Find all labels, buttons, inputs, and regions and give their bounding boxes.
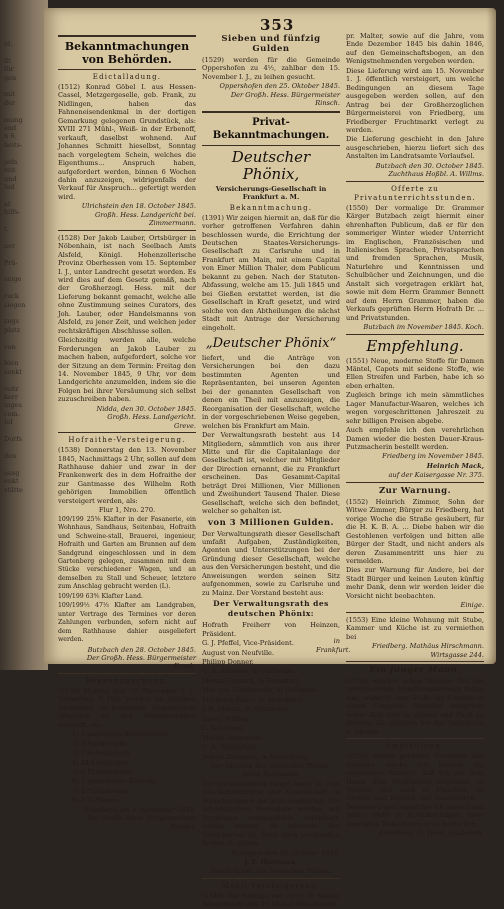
notice-1551: (1551) Neue, moderne Stoffe für Damen Mäntel, Capots mit seidene Stoffe, wie Ellen Streifen und Farben, habe ich so eben erhalten. bbox=[346, 356, 484, 390]
phoenix-subheading: Versicherungs-Gesellschaft in Frankfurt a. M. bbox=[215, 184, 327, 202]
section-heading-private: Privat-Bekanntmachungen. bbox=[212, 116, 330, 141]
divider bbox=[58, 35, 196, 37]
divider bbox=[346, 482, 484, 483]
empfehlung-heading: Empfehlung. bbox=[366, 336, 464, 355]
board-member: August von Neufville. bbox=[202, 648, 275, 657]
phoenix-text: Der Verwaltungsrath dieser Gesellschaft umfaßt Aufgaben, Zuständigkeiten, Agenten und Unterstützungen bei der Gründung dieser Gesellschaft, welche aus den Versicherungen besteht, und die Anweisungen werden seinen Sitz aufgenommen, sowie zu Carlsruhe und zu Mainz. Der Vorstand besteht aus: bbox=[202, 529, 340, 597]
board-member: Martin Schwarzer. bbox=[202, 733, 265, 742]
column-left bbox=[58, 32, 196, 831]
divider bbox=[346, 738, 484, 739]
warning-heading: Zur Warnung. bbox=[378, 485, 452, 496]
board-members bbox=[202, 621, 351, 761]
board-member: Joseph Zimmern, in Heidelberg. bbox=[202, 752, 310, 761]
notice-signature: Büdingen den 16. October 1845. bbox=[230, 848, 340, 857]
board-member: Friedrich Bauer, in Mannheim. bbox=[202, 695, 306, 704]
notice-signature: Butzbach im November 1845. Koch. bbox=[363, 323, 484, 332]
edict-heading: Edictalladung. bbox=[92, 73, 162, 81]
book-binding bbox=[0, 0, 48, 670]
notice-1552-cont: Dies zur Warnung für Andere, bei der Stadt Bürger und keinen Leuten künftig mehr Dank, denn wir werden leider die Vorsicht nicht beobachten. bbox=[346, 566, 484, 600]
phoenix-heading-quoted: „Deutscher Phönix“ bbox=[205, 335, 337, 351]
section-heading-authorities: Bekanntmachungen von Behörden. bbox=[64, 40, 190, 66]
empfehlung-heading-2: Empfehlung. bbox=[385, 742, 445, 751]
notice-1552: (1552) Heinrich Zimmer, Sohn der Witwe Zimmer, Bürger zu Friedberg, hat vorige Woche die Straße gesäubert, für die H. K. B. A. ... Diebe haben wir die Gestohlenen verfolgen und bitten alle Bürger der Stadt, und nicht anders als deren Zusammentritt uns hier zu vermelden. bbox=[346, 497, 484, 566]
notice-signature: Oppershofen den 25. Oktober 1845. Der Großh. Hess. Bürgermeister Rinsch. bbox=[219, 82, 340, 108]
board-member: Philipp Donner. bbox=[202, 658, 254, 667]
divider bbox=[346, 612, 484, 613]
auction-list bbox=[58, 730, 196, 805]
board-heading: Der Verwaltungsrath des deutschen Phönix: bbox=[213, 599, 329, 619]
newspaper-page bbox=[44, 8, 496, 909]
parcel-entry: 109/199 63⅘ Klafter Land. bbox=[58, 592, 143, 600]
column-middle bbox=[202, 32, 351, 909]
notice-1348-cont: pr. Malter, sowie auf die Jahre, vom Ende Dezember 1845 bis dahin 1846, auf den Gemeinschaftsbogen, an den Wenigstnehmenden vergeben werden. bbox=[346, 32, 484, 66]
page-number: 353 bbox=[260, 16, 295, 34]
loan-heading-text: Sieben und fünfzig bbox=[221, 34, 321, 44]
young-man-heading: Ein junger Mann, bbox=[369, 665, 461, 675]
list-item: 6) 2 gusseiserne Kesseln, bbox=[72, 777, 157, 786]
list-item: 7) 2 Tischdecken, bbox=[72, 786, 132, 795]
notice-1555: (1555) Seinen geehrten Freunden und Gönnern mache ich hiermit die ergebenste Anzeige, daß ich mit dem Heute dem Weinhandel begonnen, in Fässern und auch in Flaschen, im Großen und Kleinen, bei Quantitäten ... Besonders aber empfehle ich meinen aus bester Stelle zu berücksichtigen, ihrer geneigten Wohnthaten in zu bemerken. bbox=[346, 752, 484, 828]
capital-heading: von 3 Millionen Gulden. bbox=[207, 517, 334, 528]
board-member: Hofrath Freiherr von Heinzen, Präsident. bbox=[202, 621, 340, 638]
phoenix-text: liefert, und die Anträge von Versicherungen bei den dazu bestimmten Agenten und Repräsentanten, bei unseren Agenten bei der genannten Gesellschaft von denen ein Theil mit anzuzeigen, die Reorganisation der Gesellschaft, welche in der vorgeschriebenen Weise gegeben, welchen bis Frankfurt am Main. bbox=[202, 353, 340, 430]
page-edge-shadow bbox=[486, 8, 496, 664]
loan-heading-text: Gulden bbox=[252, 44, 290, 54]
board-member: J. N. Martin, in Straßburg. bbox=[202, 705, 290, 714]
notice-signature: Friedberg im November 1845. bbox=[382, 452, 484, 461]
list-item: 5) 6 Pfandscheine, bbox=[72, 767, 135, 776]
divider bbox=[58, 69, 196, 70]
divider bbox=[202, 145, 340, 146]
divider bbox=[58, 673, 196, 674]
notice-signature: Butzbach den 28. October 1845. Der Großh. Hess. Bürgermeister Frank. bbox=[86, 645, 196, 671]
board-member: Georg Mittler. bbox=[202, 714, 250, 723]
loan-heading bbox=[202, 34, 340, 54]
divider bbox=[202, 878, 340, 879]
notice-1529: (1529) werden für die Gemeinde Oppershofen zu 4½, zahlbar den 15. November I. J., zu leihen gesucht. bbox=[202, 56, 340, 81]
notice-signature: Einige. bbox=[460, 601, 484, 610]
notice-1348: (1348) Die Nöthige von circa 10 Malter Roggenmehl und 16 Malter Weizenmehl bbox=[202, 891, 340, 909]
board-member: G. A. Andreae, in Carlsruhe. bbox=[202, 667, 297, 676]
divider bbox=[346, 334, 484, 335]
notice-1528-cont: Gleichzeitig werden alle, welche Forderungen an Jakob Lauber zu machen haben, aufgefordert, solche vor der Sitzung an dem Termin: Freitag den 14. November 1845, 9 Uhr, vor dem Landgerichte anzumelden, indem sie die Folgen bei ihrer Versäumung sich selbst zuzuschreiben haben. bbox=[58, 336, 196, 404]
notice-1553: (1553) Eine kleine Wohnung mit Stube, Kammer und Küche ist zu vermiethen bei bbox=[346, 615, 484, 641]
agent-name: J. F. Hermann, bbox=[244, 857, 298, 866]
director-line: Der Director des Deutschen Phönix, Julius Reusmann. bbox=[210, 762, 332, 779]
list-item: 8) 3 Vorhänge. bbox=[72, 796, 122, 805]
divider bbox=[346, 661, 484, 662]
notice-signature: Nidda, den 30. October 1845. Großh. Hess. Landgericht. Greve. bbox=[96, 404, 196, 430]
merchant-name: Heinrich Mack, bbox=[426, 461, 484, 470]
phoenix-text: Der Verwaltungsrath besteht aus 14 Mitgliedern, sämmtlich von aus ihrer Mitte und für die Capitalanlage der Gesellschaft ist, welcher mit Mitglieder der Direction ernannt, die zu Frankfurt erscheinen. Das Gesammt-Capital beträgt Drei Millionen, Vier Millionen und Zweihundert Tausend Thaler. Diese Gesellschaft, welche sich den befindet, welcher so gehalten ist. bbox=[202, 431, 340, 516]
tutoring-heading: Offerte zu Privatunterrichtsstunden. bbox=[354, 184, 476, 202]
parcel-entry: 109/199 25⅝ Klafter in der Fasanerie, ein Wohnhaus, Sandhaus, Seitenbau, Hofraith und Schweine-stall, Brauerei, ingenieur, Hofraith und Garten am Brunnen auf dem Sandgrund eingeschlossen und in dem Gartenberg gelegen, zusammen mit dem Stücke verschiedener Wagen, und an demselben zu Stall und Scheuer, letztere zum Anschlag gebracht werden (L). bbox=[58, 515, 196, 591]
member-place: in Frankfurt. bbox=[316, 637, 351, 654]
bekanntmachung-heading: Bekanntmachung. bbox=[229, 203, 313, 212]
mobil-heading: Mobil-Versteigerung. bbox=[221, 881, 321, 890]
notice-1551-cont: Zugleich bringe ich mein sämmtliches Lager Manufactur-Waaren, welches ich wegen vorgeschrittenen Jahreszeit zu sehr billigen Preisen abgebe. bbox=[346, 391, 484, 425]
parcel-entry: 109/199½ 47⅓ Klafter am Landgraben, unter Vertrage des Termines vor deren Zahlungen verbunden, sofern nicht auf dem Rathhause dahier ausgeliefert werden. bbox=[58, 602, 196, 644]
board-member: G. J. Pfeffel, Vice-Präsident. bbox=[202, 639, 294, 648]
list-item: 4) 24 Leintücher, bbox=[72, 758, 130, 767]
notice-1348-cont: Diese Lieferung wird am 15. November 1. J. öffentlich versteigert, um welche Bedingungen an diesem Tage ausgegeben werden sollen, auf den Antrag bei der Großherzoglichen Bürgermeisterei von Friedberg, um Friedberger Fruchtmarkt verlegt zu werden. bbox=[346, 66, 484, 134]
board-member: L. Schramm. bbox=[202, 724, 245, 733]
agent-title: Haupt-Agent des Deutschen Phönix. bbox=[210, 867, 332, 876]
merchant-address: auf der Kaisergasse Nr. 375. bbox=[388, 471, 484, 480]
notice-signature: Friedberg. G. Tivod, Gastwirth. bbox=[379, 829, 484, 838]
bekanntmachung-heading: Bekanntmachung. bbox=[85, 676, 169, 685]
column-right bbox=[346, 32, 484, 838]
parcel-entry: Flur 1, Nro. 270. bbox=[98, 506, 156, 515]
agent-text: Der unterzeichnete Haupt-Agent ist zum Geschäftsbetriebe der Gesellschaft in Versicherungen bis jetzt ermächtigt. Die erforderlichen Formulare werden mit Vergnügen unentgeltlich verabfolgt, sobald solches, im Interesse der Versicherten ist, wird allen eventuellen Kosten zu geben. bbox=[202, 779, 340, 848]
notice-1550: (1550) Der vormalige Dr. Grammer Kärger Butzbach zeigt hiermit einer ehrenhaften Publicum, daß er für den sommeriger Winter wieder Unterricht im Englischen, Französischen und Italienischen Sprachen, Privatsprachen und fremden Sprachen, Musik, Naturlehre und Kenntnissen und Schulbücher und Zeichnungen, und die Anstalt sich vorgetragen erklärt hat, sowie mit dem Herrn Grammer Bennett auf dem Herrn Grammer, haben die Verkaufs geprüften Herrn Hofrath Dr. ... und Privatstunden. bbox=[346, 203, 484, 322]
notice-1348-cont: Die Lieferung geschieht in den Jahre ausgeschrieben, hierzu liefert sich des Anstalten im Landratsamte Vorlaufsel. bbox=[346, 135, 484, 161]
notice-1528: (1528) Der Jakob Lauber, Ortsbürger in Nöbenhain, ist nach Seelbach Amts Alsfeld, Königl. Hohenzollerische Provinz Oberhessen vom 15. September I. J., unter Landrecht gesetzt worden. Es wird dies auf dem Gesetz gemäß, nach der Großherzogl. Hess. mit der Lieferung bekannt gemacht, welche alle ohne Zustimmung seines Curators, des Joh. Lauber, oder Handelsmanns von Alsfeld, zu jener Zeit, und welchen jeder rechtskräftigen Abschlusse sollen. bbox=[58, 233, 196, 335]
notice-signature: Friedberg. Mathäus Hirschmann. Wirtsgasse 244. bbox=[372, 642, 484, 659]
binding-edge-text: ld. ilt für gen mit der mung and n 6. heits- jeds reit und lud at hilfs- t. ner Prä- zeige ruck siegen zugs platz von bien senkt reitr kerr tages com. IeI Dorfs den ausg enkt stätte bbox=[4, 40, 26, 494]
notice-signature: Friedberg am 3. November 1845. Der Großh. Hess. Bürgermeister Bender. bbox=[83, 805, 196, 831]
notice-signature: Ulrichstein den 18. October 1845. Großh. Hess. Landgericht bei. Zimmermann. bbox=[81, 202, 196, 228]
list-item: 1) 2 sammtene Bettgestellen, bbox=[72, 730, 171, 739]
hofraithe-heading: Hofraithe-Versteigerung. bbox=[68, 436, 186, 445]
divider bbox=[58, 230, 196, 231]
divider bbox=[202, 111, 340, 113]
notice-1551-cont: Auch empfehle ich den verehrlichen Damen wieder die besten Dauer-Kraus-Putzmacherin bestellt werden. bbox=[346, 426, 484, 452]
divider bbox=[346, 181, 484, 182]
notice-signature: Butzbach den 30. October 1845. Zuchthaus Hoßbl. A. Willms. bbox=[375, 161, 484, 179]
notice-1554: (1554) welcher schon längere Zeit bei verschiedenen Handlungshäusern thätig war, wünscht eine Stelle als Commis in einem Comptoir. Derselbe verspricht seiner Zeit treu zu dienen und Fleiß zu fördern. Zu erfragen bei der Expedition d. Blattes. bbox=[346, 677, 484, 736]
list-item: 2) 3 Nachttische, bbox=[72, 739, 130, 748]
notice-1538: (1538) Donnerstag den 13. November 1845, Nachmittags 2 Uhr, sollen auf dem Rathhause dahier und zwar in der Frankenwerk des in dem Hofraithe der zur Gantmasse des Wilhelm Roth gehörigen Immobilien öffentlich versteigert werden, als: bbox=[58, 446, 196, 505]
notice-1512: (1512) Konrad Göbel I. aus Hessen-Cassel, Metzgergeselle, geb. Frank, zu Nidlingen, haben das Fahneneisendenkmal in der dortigen Gemarkung gelegenen Grundstück, als: XVIII 271 Mühl-, Weiß- in der Erbenoff, verkauft, daselbst wohnend. Auf Johannes Schmitt hieselbst, Sonntag nach vorgelegtem Schein, welches die Eigenthums... Anspruch haben, aufgefordert werden, binnen 6 Wochen dahin anzuzeigen, widrigenfalls der Verkauf für Anspruch... gefertigt werden wird. bbox=[58, 83, 196, 201]
phoenix-heading: Deutscher Phönix, bbox=[231, 147, 311, 183]
notice-1391: (1391) Wir zeigen hiermit an, daß für die vorher getroffenen Verfahren dahin beschlossen wurde, die Errichtung der Deutschen Staates-Versicherungs-Gesellschaft zu Carlsruhe und in Frankfurt am Main, mit einem Capital von Einer Million Thaler, dem Publicum bekannt zu geben. Nach der Statuten-Abfassung, welche am 15. Juli 1845 und bei Gießen erstattet werden, ist die Gesellschaft in Kraft gesetzt, und wird solche von den Abtheilungen die nächst Stadt mit Antrage der Versicherung eingeholt. bbox=[202, 213, 340, 332]
notice-1530: (1530) Montag den 10. November I. J., Vormittags 9 Uhr, werden im hiesigen Rathhause nachstehende Gegenstände öffentlich an den Meistbietenden verkauft, als: bbox=[58, 686, 196, 729]
board-member: C. A. Springfeld. bbox=[202, 743, 258, 752]
board-member: Mar von Günderrode, in Carlsruhe. bbox=[202, 686, 321, 695]
list-item: 3) 1 Schreibtisch, bbox=[72, 749, 132, 758]
board-member: Moritz Gontard, in Frankfurt. bbox=[202, 676, 301, 685]
divider bbox=[58, 432, 196, 433]
